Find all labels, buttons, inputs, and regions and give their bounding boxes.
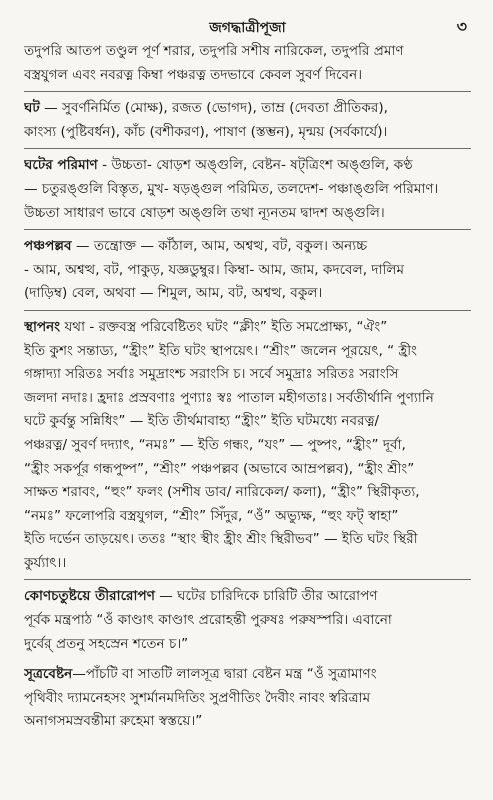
term-heading: ঘটের পরিমাণ bbox=[24, 157, 98, 174]
divider bbox=[24, 91, 471, 92]
paragraph-intro: তদুপরি আতপ তণ্ডুল পূর্ণ শরার, তদুপরি সশীষ নারিকেল, তদুপরি প্রমাণ বস্ত্রযুগল এবং নবরত্ন কিম্বা পঞ্চরত্ন তদভাবে কেবল সুবর্ণ দিবেন। bbox=[24, 43, 404, 83]
paragraph-ghat-measure: ঘটের পরিমাণ - উচ্চতা- ষোড়শ অঙ্গুলি, বেষ্টন- ষট্‌ত্রিংশ অঙ্গুলি, কণ্ঠ — চতুরঙ্গুলি বিস্তৃত, মুখ- ষড়ঙ্গুল পরিমিত, তলদেশ- পঞ্চাঙ্গুলি পরিমাণ। উচ্চতা সাধারণ ভাবে ষোড়শ অঙ্গুলি তথা ন্যূনতম দ্বাদশ অঙ্গুলি। bbox=[24, 157, 439, 221]
page-header bbox=[24, 14, 471, 40]
paragraph-sthapan: স্থাপনং যথা - রক্তবস্ত্র পরিবেষ্টিতং ঘটং “ক্লীং” ইতি সমপ্রোক্ষ্য, “ঐং” ইতি কুশং সন্তাড্য, “হ্রীং” ইতি ঘটং স্থাপয়েৎ। “শ্রীং” জলেন পূরয়েৎ, “ হ্রীং গঙ্গাদ্যা সরিতঃ সর্বাঃ সমুদ্রাংশ্চ সরাংসি চ। সর্বে সমুদ্রাঃ সরিতঃ সরাংসি জলদা নদাঃ। হ্রদাঃ প্রস্রবণাঃ পুণ্যাঃ স্বঃ পাতাল মহীগতাঃ। সর্বতীর্থানি পুণ্যানি ঘটে কুর্বন্তু সন্নিধিং” — ইতি তীর্থমাবাহ্য “হ্রীং” ইতি ঘটমধ্যে নবরত্ন/ পঞ্চরত্ন/ সুবর্ণ দদ্যাৎ, “নমঃ” — ইতি গন্ধং, “যং” — পুষ্পং, “হ্রীং” দূর্বা, “হ্রীং সকর্পূর গন্ধপুষ্প”, “শ্রীং” পঞ্চপল্লব (অভাবে আম্রপল্লব), “হ্রীং শ্রীং” সাক্ষত শরাবং, “হুং” ফলং (সশীষ ডাব/ নারিকেল/ কলা), “হ্রীং” স্থিরীকৃত্য, “নমঃ” ফলোপরি বস্ত্রযুগল, “শ্রীং” সিঁদুর, “ওঁ” অভ্যুক্ষ, “হুং ফট্ স্বাহা” ইতি দর্ভেন তাড়য়েৎ। ততঃ “স্থাং স্থীং হ্রীং শ্রীং স্থিরীভব” — ইতি ঘটং স্থিরী কুর্য্যাৎ।। bbox=[24, 318, 434, 571]
page-number: ৩ bbox=[456, 17, 467, 36]
divider bbox=[24, 310, 471, 311]
paragraph-sutrabeshtan: সূত্রবেষ্টন—পাঁচটি বা সাতটি লালসূত্র দ্বারা বেষ্টন মন্ত্র “ওঁ সুত্রামাণং পৃথিবীং দ্যামনেহসং সুশর্মানমদিতিং সুপ্রণীতিং দৈবীং নাবং স্বরিত্রাম অনাগসমস্রবন্তীমা রুহেমা স্বস্তয়ে।” bbox=[24, 666, 377, 730]
paragraph-ghat: ঘট — সুবর্ণনির্মিত (মোক্ষ), রজত (ভোগদ), তাম্র (দেবতা প্রীতিকর), কাংস্য (পুষ্টিবর্ধন), কাঁচ (বশীকরণ), পাষাণ (স্তম্ভন), মৃন্ময় (সর্বকার্যে)। bbox=[24, 100, 388, 140]
term-heading: পঞ্চপল্লব bbox=[24, 238, 72, 255]
term-heading: ঘট bbox=[24, 100, 40, 117]
divider bbox=[24, 148, 471, 149]
term-heading: কোণচতুষ্টয়ে তীরারোপণ bbox=[24, 588, 155, 605]
paragraph-panchapallab: পঞ্চপল্লব — তন্ত্রোক্ত — কাঁঠাল, আম, অশ্বত্থ, বট, বকুল। অন্যচ্চ - আম, অশ্বত্থ, বট, পাকুড়, যজ্ঞডুম্বুর। কিম্বা- আম, জাম, কদবেল, দালিম (দাড়িম্ব) বেল, অথবা — শিমুল, আম, বট, অশ্বত্থ, বকুল। bbox=[24, 238, 405, 302]
term-heading: স্থাপনং bbox=[24, 318, 61, 335]
divider bbox=[24, 229, 471, 230]
divider bbox=[24, 579, 471, 580]
paragraph-tiraropan: কোণচতুষ্টয়ে তীরারোপণ — ঘটের চারিদিকে চারিটি তীর আরোপণ পূর্বক মন্ত্রপাঠ “ওঁ কাণ্ডাৎ কাণ্ডাৎ প্ররোহন্তী পুরুষঃ পরুষস্পরি। এবানো দুর্বের্ প্রতনু সহস্রেন শতেন চ।” bbox=[24, 588, 392, 652]
running-title: জগদ্ধাত্রীপূজা bbox=[209, 20, 286, 36]
term-heading: সূত্রবেষ্টন bbox=[24, 666, 73, 683]
